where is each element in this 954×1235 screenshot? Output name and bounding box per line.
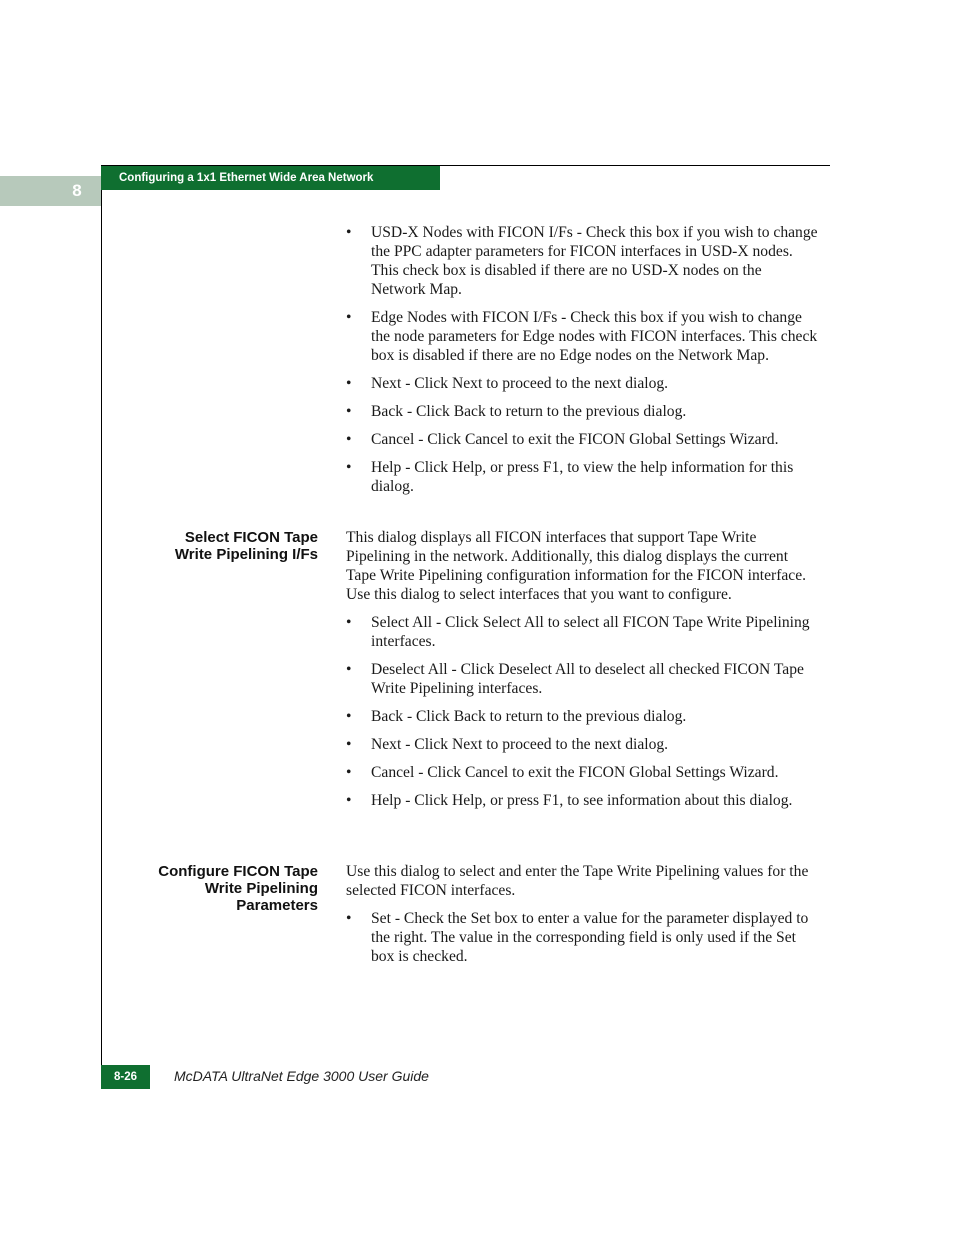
page-number: 8-26 [101, 1065, 150, 1089]
running-header [101, 166, 440, 190]
list-item: • Edge Nodes with FICON I/Fs - Check this box if you wish to change the node parameters for Edge nodes with FICON interfaces. This check box is disabled if there are no Edge nodes on the Network Map. [346, 309, 818, 364]
list-item: • Set - Check the Set box to enter a value for the parameter displayed to the right. The value in the corresponding field is only used if the Set box is checked. [346, 910, 809, 965]
bullet-icon: • [346, 224, 352, 241]
list-item: • Next - Click Next to proceed to the next dialog. [346, 375, 669, 392]
list-item: • Select All - Click Select All to select all FICON Tape Write Pipelining interfaces. [346, 614, 810, 650]
list-item: • USD-X Nodes with FICON I/Fs - Check this box if you wish to change the PPC adapter parameters for FICON interfaces in USD-X nodes. This check box is disabled if there are no USD-X nodes on the Network Map. [346, 224, 818, 298]
bullet-icon: • [346, 614, 352, 631]
section3-heading: Configure FICON Tape Write Pipelining Parameters [158, 863, 318, 914]
book-title: McDATA UltraNet Edge 3000 User Guide [174, 1068, 429, 1084]
section2-heading: Select FICON Tape Write Pipelining I/Fs [174, 529, 318, 563]
bullet-icon: • [346, 661, 352, 678]
list-item: • Back - Click Back to return to the previous dialog. [346, 708, 687, 725]
list-item: • Cancel - Click Cancel to exit the FICON Global Settings Wizard. [346, 431, 779, 448]
list-item: • Deselect All - Click Deselect All to deselect all checked FICON Tape Write Pipelining interfaces. [346, 661, 804, 697]
bullet-icon: • [346, 309, 352, 326]
bullet-icon: • [346, 792, 352, 809]
bullet-icon: • [346, 431, 352, 448]
running-title: Configuring a 1x1 Ethernet Wide Area Network [119, 172, 374, 184]
section1-bullet-list [346, 223, 820, 496]
chapter-tab [0, 176, 101, 206]
bullet-icon: • [346, 403, 352, 420]
section3-bullet-list [346, 909, 820, 966]
section1-body [346, 223, 820, 505]
section3-body [346, 862, 820, 975]
bullet-icon: • [346, 459, 352, 476]
chapter-number: 8 [72, 181, 82, 200]
section3-paragraph: Use this dialog to select and enter the Tape Write Pipelining values for the selected FICON interfaces. [346, 863, 809, 899]
list-item: • Help - Click Help, or press F1, to see information about this dialog. [346, 792, 793, 809]
bullet-icon: • [346, 708, 352, 725]
section2-bullet-list [346, 613, 820, 810]
list-item: • Cancel - Click Cancel to exit the FICON Global Settings Wizard. [346, 764, 779, 781]
section2-body [346, 528, 820, 819]
margin-rule [101, 166, 102, 1089]
bullet-icon: • [346, 764, 352, 781]
list-item: • Help - Click Help, or press F1, to view the help information for this dialog. [346, 459, 794, 495]
section2-paragraph: This dialog displays all FICON interfaces that support Tape Write Pipelining in the network. Additionally, this dialog displays the current Tape Write Pipelining configuration information for the FICON interface. Use this dialog to select interfaces that you want to configure. [346, 529, 807, 603]
bullet-icon: • [346, 375, 352, 392]
bullet-icon: • [346, 910, 352, 927]
bullet-icon: • [346, 736, 352, 753]
list-item: • Next - Click Next to proceed to the next dialog. [346, 736, 669, 753]
list-item: • Back - Click Back to return to the previous dialog. [346, 403, 687, 420]
